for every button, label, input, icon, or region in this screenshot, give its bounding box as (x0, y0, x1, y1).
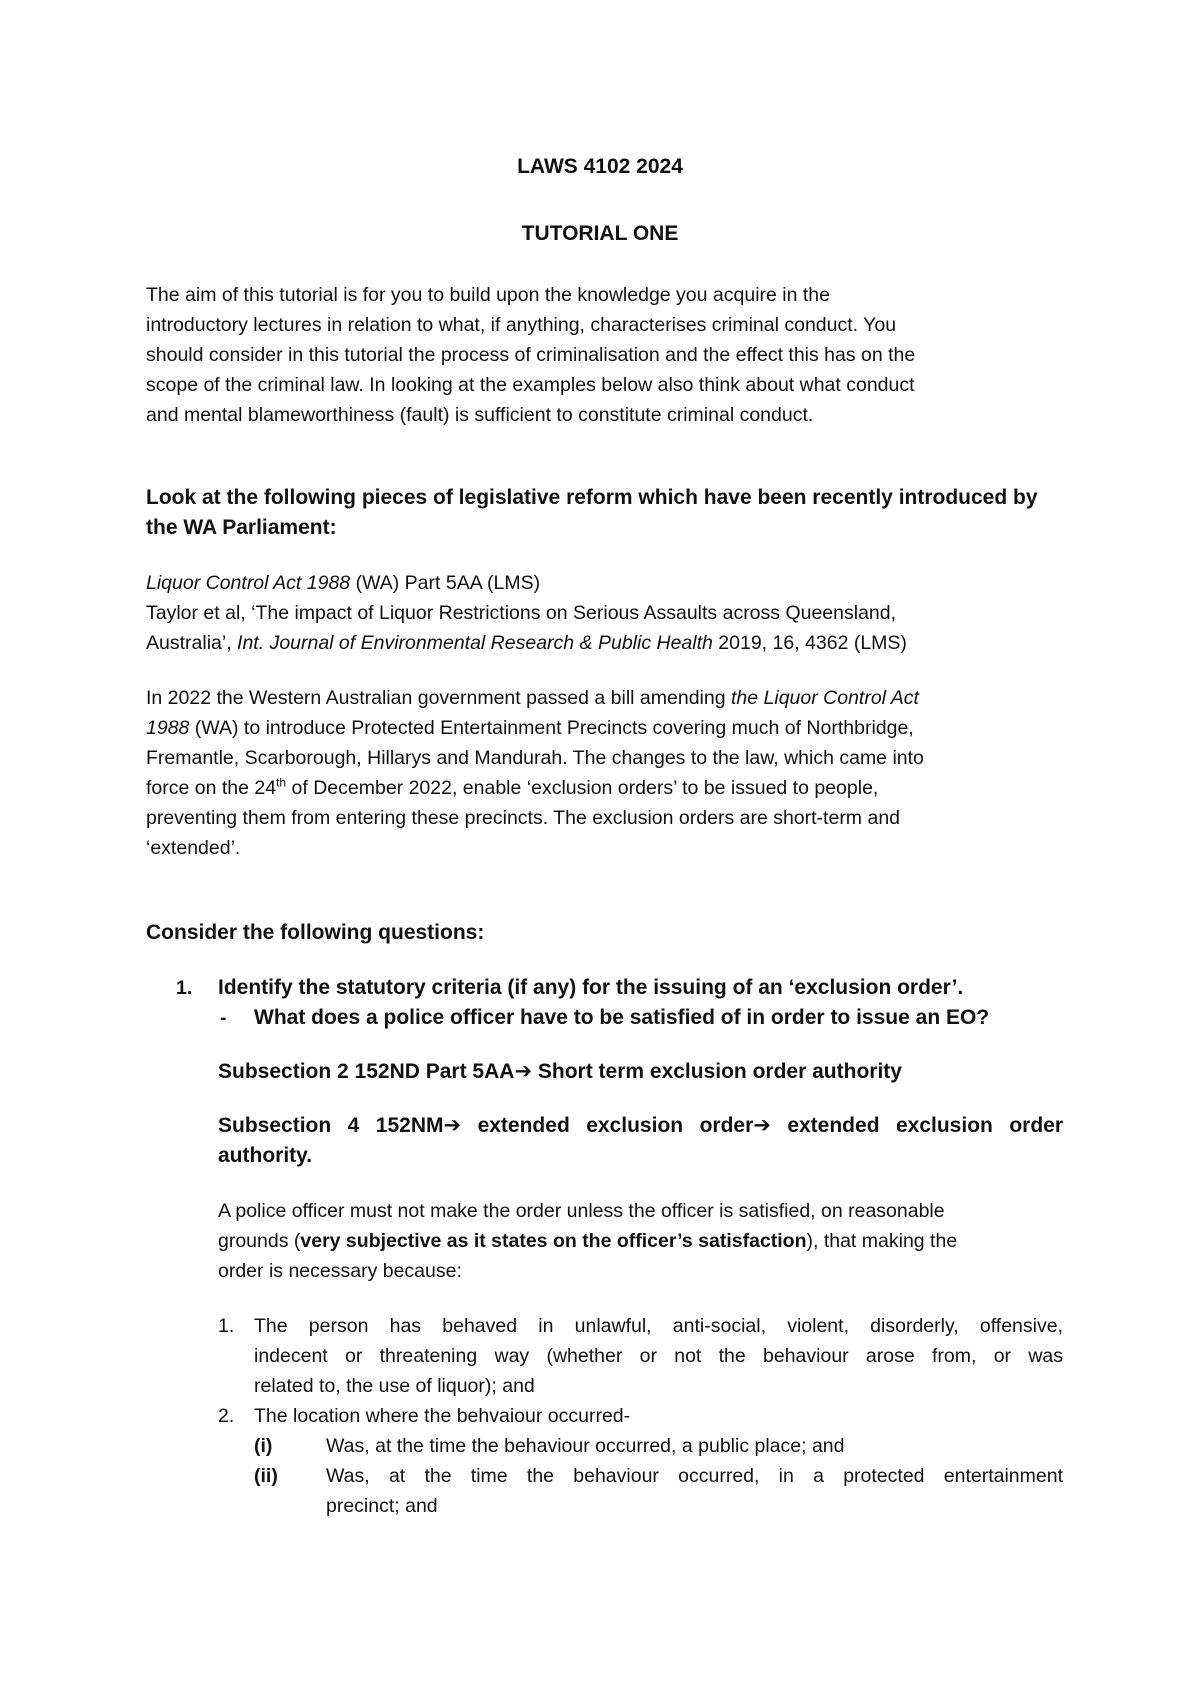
background-line-5: preventing them from entering these precincts. The exclusion orders are short-term and (146, 807, 901, 829)
intro-line-1: The aim of this tutorial is for you to build upon the knowledge you acquire in the (146, 284, 830, 306)
subitem-i-line-1: Was, at the time the behaviour occurred, a public place; and (326, 1435, 845, 1457)
intro-line-2: introductory lectures in relation to what, if anything, characterises criminal conduct. You (146, 314, 897, 336)
subitem-ii-number: (ii) (254, 1465, 278, 1487)
note-extended-line-1 (218, 1111, 1063, 1141)
emphasis: very subjective as it states on the officer’s satisfaction (300, 1230, 807, 1252)
text: Subsection 4 152NM (218, 1114, 444, 1137)
course-code: LAWS 4102 2024 (517, 155, 683, 178)
background-line-1 (146, 683, 919, 713)
arrow-right-icon: ➔ (514, 1060, 533, 1083)
reform-heading-line-1: Look at the following pieces of legislative reform which have been recently introduced by (146, 486, 1038, 509)
subitem-i-number: (i) (254, 1435, 273, 1457)
question-1-sub: What does a police officer have to be satisfied of in order to issue an EO? (254, 1006, 990, 1029)
tutorial-title: TUTORIAL ONE (521, 222, 679, 245)
background-line-3: Fremantle, Scarborough, Hillarys and Mandurah. The changes to the law, which came into (146, 747, 924, 769)
arrow-right-icon: ➔ (443, 1114, 462, 1137)
reference-liquor-act (146, 568, 540, 598)
reference-taylor-line-1: Taylor et al, ‘The impact of Liquor Restrictions on Serious Assaults across Queensland, (146, 602, 897, 624)
text: force on the 24 (146, 777, 277, 799)
question-1-dash: - (220, 1007, 227, 1029)
act-citation: (WA) Part 5AA (LMS) (350, 572, 541, 594)
answer-item-2-number: 2. (218, 1405, 235, 1427)
text: In 2022 the Western Australian government passed a bill amending (146, 687, 731, 709)
intro-line-5: and mental blameworthiness (fault) is sufficient to constitute criminal conduct. (146, 404, 814, 426)
text: grounds ( (218, 1230, 301, 1252)
answer-item-2-line-1: The location where the behvaiour occurred- (254, 1405, 631, 1427)
journal-title: Int. Journal of Environmental Research & Public Health (237, 632, 713, 654)
text: (WA) to introduce Protected Entertainment Precincts covering much of Northbridge, (189, 717, 914, 739)
text: extended exclusion order (770, 1114, 1063, 1137)
background-line-4 (146, 773, 878, 803)
note-short-term (218, 1057, 902, 1087)
answer-line-2 (218, 1226, 957, 1256)
question-1-text: Identify the statutory criteria (if any) for the issuing of an ‘exclusion order’. (218, 976, 964, 999)
intro-line-4: scope of the criminal law. In looking at the examples below also think about what conduct (146, 374, 915, 396)
answer-item-1-line-2: indecent or threatening way (whether or not the behaviour arose from, or was (254, 1345, 1063, 1367)
text: Subsection 2 152ND Part 5AA (218, 1060, 515, 1083)
act-year: 1988 (146, 717, 190, 739)
answer-line-3: order is necessary because: (218, 1260, 462, 1282)
act-title: Liquor Control Act 1988 (146, 572, 351, 594)
ref-text: Australia’, (146, 632, 238, 654)
subitem-ii-line-2: precinct; and (326, 1495, 438, 1517)
text: extended exclusion order (461, 1114, 754, 1137)
answer-item-1-number: 1. (218, 1315, 235, 1337)
reform-heading-line-2: the WA Parliament: (146, 516, 337, 539)
questions-heading: Consider the following questions: (146, 921, 485, 944)
subitem-ii-line-1: Was, at the time the behaviour occurred, in a protected entertainment (326, 1465, 1063, 1487)
text: ), that making the (806, 1230, 958, 1252)
answer-item-1-line-3: related to, the use of liquor); and (254, 1375, 535, 1397)
answer-line-1: A police officer must not make the order unless the officer is satisfied, on reasonable (218, 1200, 945, 1222)
reference-taylor-line-2 (146, 628, 907, 658)
act-title: the Liquor Control Act (731, 687, 919, 709)
answer-item-1-line-1: The person has behaved in unlawful, anti-social, violent, disorderly, offensive, (254, 1315, 1063, 1337)
arrow-right-icon: ➔ (753, 1114, 771, 1137)
note-extended-line-2: authority. (218, 1144, 313, 1167)
text: of December 2022, enable ‘exclusion orders’ to be issued to people, (286, 777, 879, 799)
background-line-2 (146, 713, 914, 743)
journal-citation: 2019, 16, 4362 (LMS) (712, 632, 907, 654)
text: Short term exclusion order authority (532, 1060, 902, 1083)
intro-line-3: should consider in this tutorial the process of criminalisation and the effect this has on the (146, 344, 916, 366)
ordinal-suffix: th (276, 775, 287, 790)
question-1-number: 1. (176, 977, 193, 999)
background-line-6: ‘extended’. (146, 837, 241, 859)
